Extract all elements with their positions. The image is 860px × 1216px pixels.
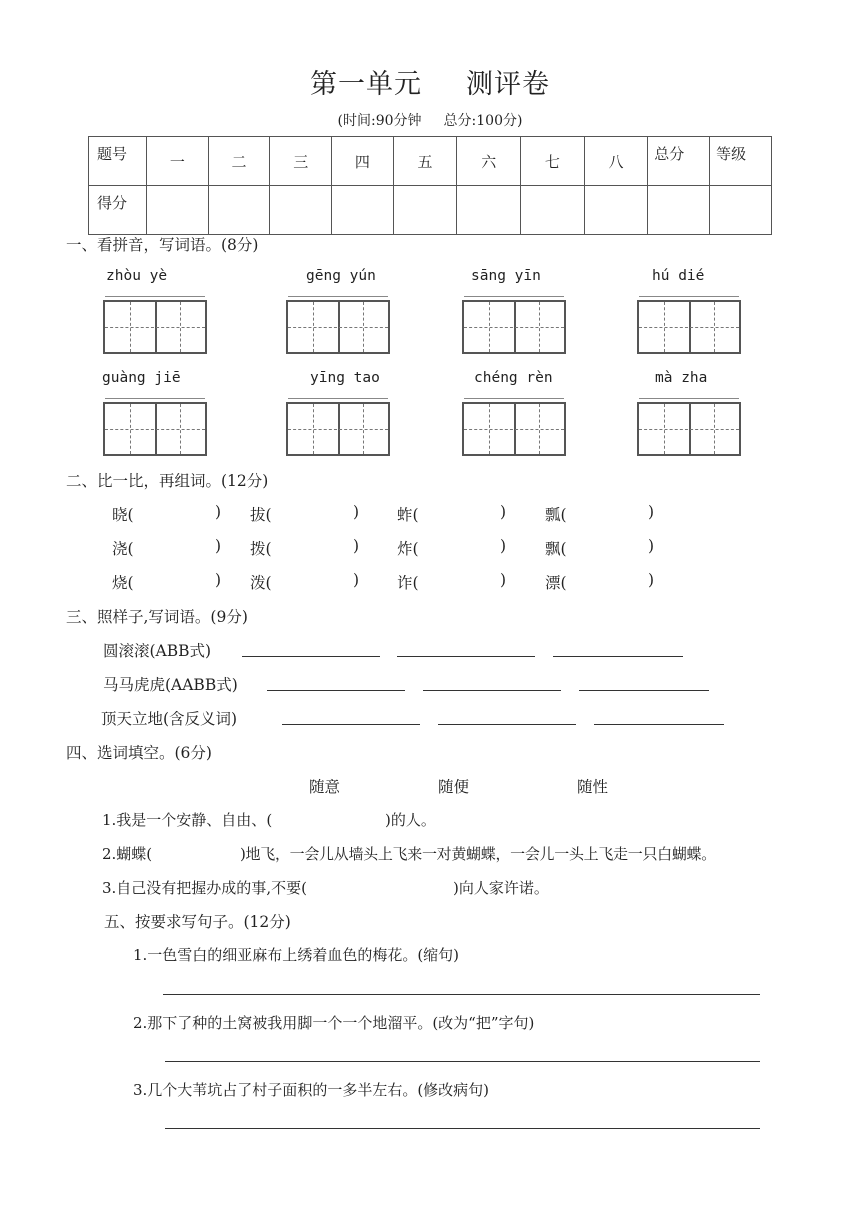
paren-close: ) — [500, 503, 507, 521]
compare-item: 晓( — [112, 506, 134, 524]
col-7: 七 — [521, 137, 585, 186]
paren-close: ) — [648, 571, 655, 589]
answer-line[interactable] — [438, 724, 576, 725]
word-option: 随意 — [309, 778, 341, 796]
fill-question-1-end: )的人。 — [385, 811, 436, 829]
compare-item: 烧( — [112, 574, 134, 592]
answer-line[interactable] — [579, 690, 709, 691]
fill-question-3-start: 3.自己没有把握办成的事,不要( — [102, 879, 307, 897]
compare-item: 漂( — [545, 574, 567, 592]
pinyin-2: gēng yún — [306, 268, 376, 284]
answer-line[interactable] — [242, 656, 380, 657]
answer-line[interactable] — [282, 724, 420, 725]
fill-question-2-start: 2.蝴蝶( — [102, 845, 153, 863]
answer-line[interactable] — [594, 724, 724, 725]
col-2: 二 — [208, 137, 270, 186]
score-table — [88, 136, 772, 235]
rewrite-question-3: 3.几个大苇坑占了村子面积的一多半左右。(修改病句) — [133, 1081, 490, 1099]
fill-question-3-end: )向人家许诺。 — [453, 879, 549, 897]
page-title — [0, 62, 860, 101]
writing-grid[interactable] — [103, 300, 207, 354]
paren-close: ) — [353, 571, 360, 589]
paren-close: ) — [648, 537, 655, 555]
pinyin-3: sāng yīn — [471, 268, 541, 284]
score-cell[interactable] — [710, 186, 772, 235]
row-label-score: 得分 — [89, 186, 147, 235]
paren-close: ) — [648, 503, 655, 521]
col-5: 五 — [393, 137, 457, 186]
compare-item: 泼( — [250, 574, 272, 592]
col-1: 一 — [146, 137, 208, 186]
compare-item: 拔( — [250, 506, 272, 524]
compare-item: 诈( — [397, 574, 419, 592]
paren-close: ) — [353, 503, 360, 521]
writing-grid[interactable] — [462, 402, 566, 456]
paren-close: ) — [215, 537, 222, 555]
writing-grid[interactable] — [637, 300, 741, 354]
writing-grid[interactable] — [637, 402, 741, 456]
paren-close: ) — [215, 503, 222, 521]
row-label-question: 题号 — [89, 137, 147, 186]
answer-line[interactable] — [423, 690, 561, 691]
answer-line[interactable] — [397, 656, 535, 657]
fill-question-1-start: 1.我是一个安静、自由、( — [102, 811, 273, 829]
col-6: 六 — [457, 137, 521, 186]
paren-close: ) — [215, 571, 222, 589]
rewrite-question-1: 1.一色雪白的细亚麻布上绣着血色的梅花。(缩句) — [133, 946, 460, 964]
answer-line[interactable] — [165, 1128, 760, 1129]
pinyin-5: guàng jiē — [102, 370, 181, 386]
pattern-item: 圆滚滚(ABB式) — [103, 642, 212, 660]
score-cell[interactable] — [457, 186, 521, 235]
pinyin-1: zhòu yè — [106, 268, 168, 284]
col-total: 总分 — [648, 137, 710, 186]
pinyin-8: mà zha — [655, 370, 708, 386]
score-cell[interactable] — [648, 186, 710, 235]
subtitle-score: 总分:100分) — [443, 113, 523, 129]
answer-line[interactable] — [267, 690, 405, 691]
compare-item: 拨( — [250, 540, 272, 558]
compare-item: 蚱( — [397, 506, 419, 524]
paren-close: ) — [500, 571, 507, 589]
page-subtitle — [0, 110, 860, 130]
word-option: 随性 — [577, 778, 609, 796]
paren-close: ) — [353, 537, 360, 555]
word-option: 随便 — [438, 778, 470, 796]
section5-heading: 五、按要求写句子。(12分) — [104, 913, 291, 931]
rewrite-question-2: 2.那下了种的土窝被我用脚一个一个地溜平。(改为“把”字句) — [133, 1014, 535, 1032]
answer-line[interactable] — [165, 1061, 760, 1062]
pinyin-6: yīng tao — [310, 370, 380, 386]
writing-grid[interactable] — [103, 402, 207, 456]
score-cell[interactable] — [332, 186, 394, 235]
title-unit: 第一单元 — [310, 69, 422, 100]
title-exam: 测评卷 — [466, 69, 550, 100]
pattern-item: 顶天立地(含反义词) — [101, 710, 238, 728]
pattern-item: 马马虎虎(AABB式) — [103, 676, 238, 694]
col-4: 四 — [332, 137, 394, 186]
pinyin-4: hú dié — [652, 268, 705, 284]
pinyin-7: chéng rèn — [474, 370, 553, 386]
score-cell[interactable] — [521, 186, 585, 235]
section3-heading: 三、照样子,写词语。(9分) — [66, 608, 248, 626]
section2-heading: 二、比一比，再组词。(12分) — [66, 472, 269, 490]
section4-heading: 四、选词填空。(6分) — [66, 744, 212, 762]
score-cell[interactable] — [146, 186, 208, 235]
col-8: 八 — [584, 137, 648, 186]
writing-grid[interactable] — [286, 300, 390, 354]
paren-close: ) — [500, 537, 507, 555]
score-cell[interactable] — [270, 186, 332, 235]
fill-question-2-end: )地飞，一会儿从墙头上飞来一对黄蝴蝶，一会儿一头上飞走一只白蝴蝶。 — [240, 845, 716, 863]
score-cell[interactable] — [393, 186, 457, 235]
answer-line[interactable] — [553, 656, 683, 657]
col-grade: 等级 — [710, 137, 772, 186]
compare-item: 飘( — [545, 540, 567, 558]
col-3: 三 — [270, 137, 332, 186]
compare-item: 炸( — [397, 540, 419, 558]
compare-item: 瓢( — [545, 506, 567, 524]
subtitle-time: (时间:90分钟 — [337, 113, 422, 129]
writing-grid[interactable] — [462, 300, 566, 354]
score-cell[interactable] — [208, 186, 270, 235]
compare-item: 浇( — [112, 540, 134, 558]
section1-heading: 一、看拼音，写词语。(8分) — [66, 236, 259, 254]
writing-grid[interactable] — [286, 402, 390, 456]
answer-line[interactable] — [163, 994, 760, 995]
score-cell[interactable] — [584, 186, 648, 235]
